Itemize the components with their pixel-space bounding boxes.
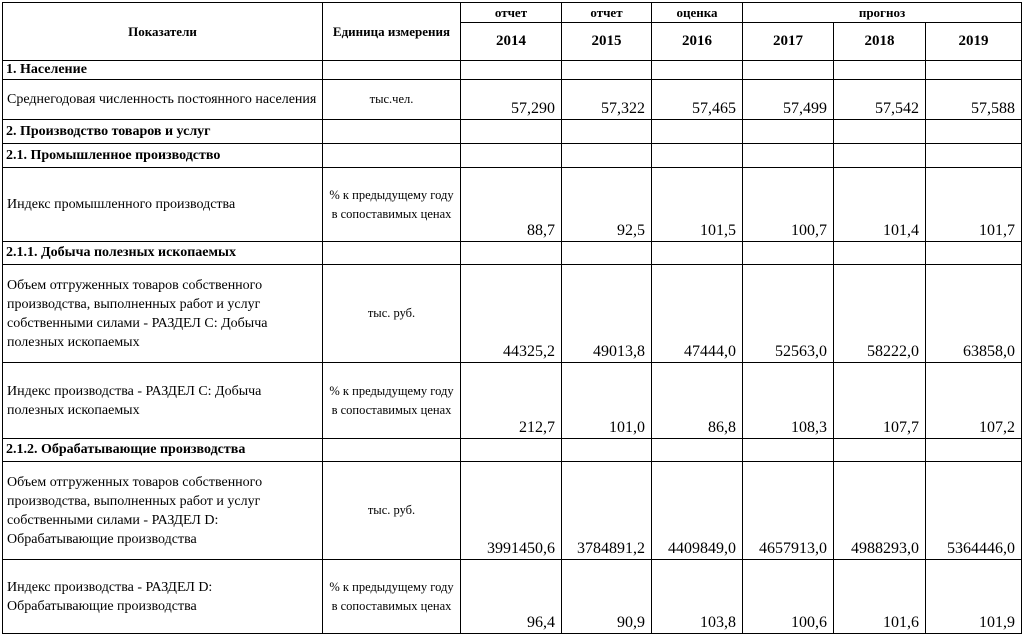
table-row — [3, 560, 1022, 634]
value-2018: 58222,0 — [834, 265, 926, 363]
value-2015: 49013,8 — [562, 265, 652, 363]
section-title: 2.1.2. Обрабатывающие производства — [3, 439, 323, 462]
section-title: 2. Производство товаров и услуг — [3, 120, 323, 144]
section-row — [3, 439, 1022, 462]
section-title: 2.1. Промышленное производство — [3, 144, 323, 168]
table-row — [3, 265, 1022, 363]
year-2017: 2017 — [743, 23, 834, 61]
value-2014: 57,290 — [461, 80, 562, 120]
indicator-name: Индекс промышленного производства — [3, 168, 323, 242]
value-2016: 57,465 — [652, 80, 743, 120]
year-2014: 2014 — [461, 23, 562, 61]
value-2017: 100,7 — [743, 168, 834, 242]
indicator-name: Индекс производства - РАЗДЕЛ С: Добыча полезных ископаемых — [3, 363, 323, 439]
year-2015: 2015 — [562, 23, 652, 61]
value-2017: 4657913,0 — [743, 462, 834, 560]
section-title: 1. Население — [3, 61, 323, 80]
value-2016: 101,5 — [652, 168, 743, 242]
status-2016: оценка — [652, 3, 743, 23]
indicator-name: Объем отгруженных товаров собственного производства, выполненных работ и услуг собственными силами - РАЗДЕЛ D: Обрабатывающие производства — [3, 462, 323, 560]
section-title: 2.1.1. Добыча полезных ископаемых — [3, 242, 323, 265]
value-2014: 212,7 — [461, 363, 562, 439]
year-2019: 2019 — [926, 23, 1022, 61]
value-2015: 92,5 — [562, 168, 652, 242]
value-2016: 103,8 — [652, 560, 743, 634]
value-2018: 4988293,0 — [834, 462, 926, 560]
value-2019: 101,9 — [926, 560, 1022, 634]
unit-cell: тыс.чел. — [323, 80, 461, 120]
indicators-header: Показатели — [3, 3, 323, 61]
value-2018: 107,7 — [834, 363, 926, 439]
value-2015: 101,0 — [562, 363, 652, 439]
value-2016: 86,8 — [652, 363, 743, 439]
value-2019: 101,7 — [926, 168, 1022, 242]
forecast-table — [2, 2, 1022, 634]
unit-cell: тыс. руб. — [323, 265, 461, 363]
value-2019: 57,588 — [926, 80, 1022, 120]
unit-header: Единица измерения — [323, 3, 461, 61]
value-2019: 107,2 — [926, 363, 1022, 439]
unit-cell: % к предыдущему году в сопоставимых ценах — [323, 363, 461, 439]
table-row — [3, 363, 1022, 439]
value-2015: 57,322 — [562, 80, 652, 120]
year-2016: 2016 — [652, 23, 743, 61]
value-2017: 57,499 — [743, 80, 834, 120]
value-2014: 3991450,6 — [461, 462, 562, 560]
section-row — [3, 144, 1022, 168]
indicator-name: Среднегодовая численность постоянного населения — [3, 80, 323, 120]
value-2019: 63858,0 — [926, 265, 1022, 363]
unit-cell: % к предыдущему году в сопоставимых ценах — [323, 168, 461, 242]
section-row — [3, 61, 1022, 80]
indicator-name: Объем отгруженных товаров собственного производства, выполненных работ и услуг собственными силами - РАЗДЕЛ С: Добыча полезных ископаемых — [3, 265, 323, 363]
unit-cell: тыс. руб. — [323, 462, 461, 560]
value-2014: 88,7 — [461, 168, 562, 242]
section-row — [3, 120, 1022, 144]
value-2014: 96,4 — [461, 560, 562, 634]
value-2016: 47444,0 — [652, 265, 743, 363]
value-2017: 100,6 — [743, 560, 834, 634]
value-2018: 101,4 — [834, 168, 926, 242]
table-row — [3, 168, 1022, 242]
value-2017: 108,3 — [743, 363, 834, 439]
status-2014: отчет — [461, 3, 562, 23]
value-2014: 44325,2 — [461, 265, 562, 363]
value-2016: 4409849,0 — [652, 462, 743, 560]
header-row-status — [3, 3, 1022, 23]
section-row — [3, 242, 1022, 265]
value-2018: 101,6 — [834, 560, 926, 634]
table-row — [3, 462, 1022, 560]
table-row — [3, 80, 1022, 120]
value-2019: 5364446,0 — [926, 462, 1022, 560]
value-2015: 90,9 — [562, 560, 652, 634]
status-forecast: прогноз — [743, 3, 1022, 23]
unit-cell: % к предыдущему году в сопоставимых ценах — [323, 560, 461, 634]
indicator-name: Индекс производства - РАЗДЕЛ D: Обрабатывающие производства — [3, 560, 323, 634]
value-2017: 52563,0 — [743, 265, 834, 363]
value-2018: 57,542 — [834, 80, 926, 120]
status-2015: отчет — [562, 3, 652, 23]
year-2018: 2018 — [834, 23, 926, 61]
value-2015: 3784891,2 — [562, 462, 652, 560]
